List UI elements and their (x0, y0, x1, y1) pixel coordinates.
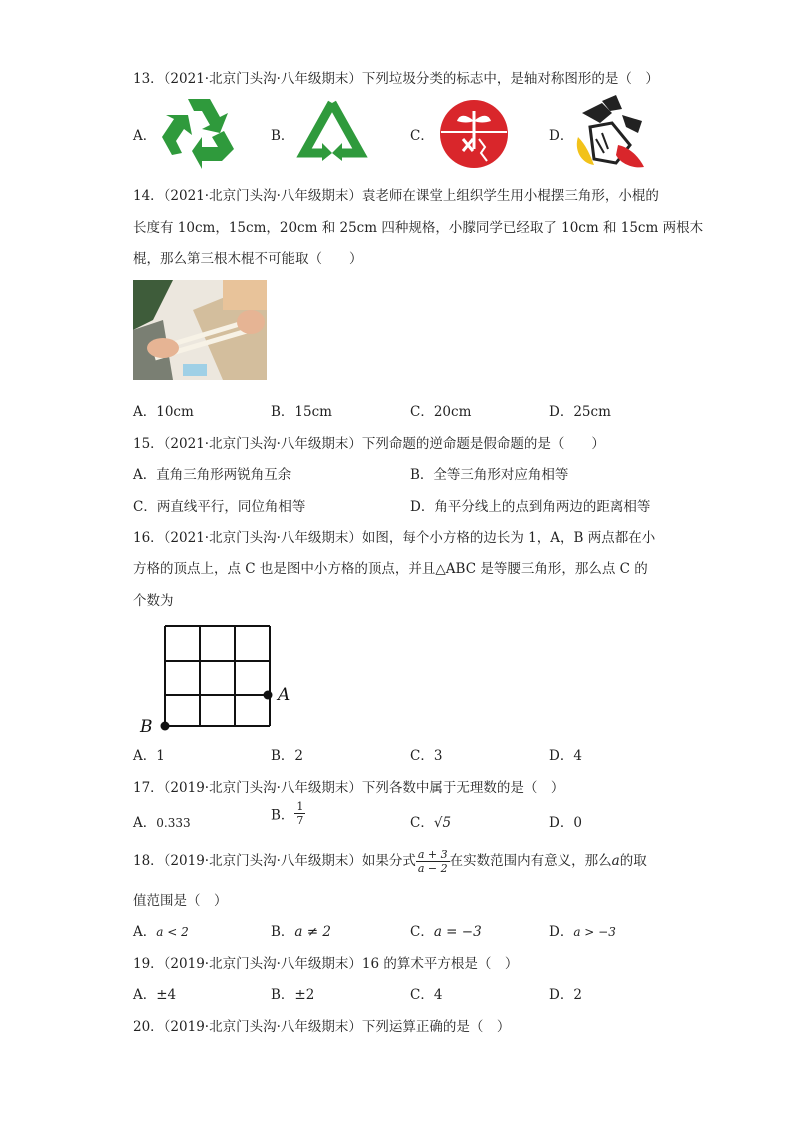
q15-option-a[interactable]: A．直角三角形两锐角互余 (133, 467, 292, 483)
q17-option-d[interactable] (549, 811, 582, 831)
q18-fraction (416, 848, 450, 875)
point-b-label: B (140, 717, 153, 737)
q16-option-b[interactable]: B．2 (271, 748, 304, 764)
point-a-dot (264, 691, 273, 700)
option-label: C． (410, 815, 434, 831)
recycle-triangle-icon (296, 95, 368, 167)
option-label: C． (410, 924, 434, 940)
q18-stem-post: 在实数范围内有意义，那么 (449, 853, 612, 869)
q14-option-c[interactable]: C．20cm (410, 404, 472, 420)
option-label: D． (549, 815, 574, 831)
q16-option-a[interactable]: A．1 (133, 748, 165, 764)
q20-stem: 20．（2019·北京门头沟·八年级期末）下列运算正确的是（ ） (133, 1019, 511, 1035)
option-value: 0 (573, 815, 582, 831)
q19-stem: 19．（2019·北京门头沟·八年级期末）16 的算术平方根是（ ） (133, 956, 519, 972)
q14-option-d[interactable]: D．25cm (549, 404, 611, 420)
q18-option-d[interactable] (549, 920, 616, 940)
option-label: B． (271, 807, 295, 824)
option-value: a > −3 (573, 925, 616, 939)
q14-option-b[interactable]: B．15cm (271, 404, 332, 420)
hazardous-waste-icon (439, 99, 509, 169)
q19-option-b[interactable]: B．±2 (271, 987, 315, 1003)
q19-option-d[interactable]: D．2 (549, 987, 582, 1003)
option-label: A． (133, 924, 157, 940)
q18-stem-line-1 (133, 848, 647, 875)
q16-stem-line-3: 个数为 (133, 593, 174, 609)
option-label: B． (271, 128, 295, 144)
q17-stem: 17．（2019·北京门头沟·八年级期末）下列各数中属于无理数的是（ ） (133, 780, 565, 796)
sticks-photo (133, 280, 267, 380)
q13-stem: 13．（2021·北京门头沟·八年级期末）下列垃圾分类的标志中，是轴对称图形的是（ ） (133, 71, 659, 87)
q13-option-b[interactable] (271, 124, 294, 144)
option-label: D． (549, 924, 574, 940)
q15-stem: 15．（2021·北京门头沟·八年级期末）下列命题的逆命题是假命题的是（ ） (133, 436, 605, 452)
point-b-dot (161, 722, 170, 731)
q14-stem-line-3: 棍，那么第三根木棍不可能取（ ） (133, 251, 363, 267)
q13-option-d[interactable] (549, 124, 573, 144)
q18-option-b[interactable] (271, 920, 331, 940)
q19-option-a[interactable]: A．±4 (133, 987, 177, 1003)
recycle-icon (158, 93, 240, 173)
q17-option-c[interactable] (410, 811, 451, 831)
fraction-denominator: a − 2 (417, 862, 448, 875)
q13-option-a[interactable] (133, 124, 156, 144)
option-label: A． (133, 128, 157, 144)
q18-option-a[interactable] (133, 920, 189, 940)
option-value: a = −3 (433, 924, 482, 940)
option-value: a ≠ 2 (294, 924, 331, 940)
q16-stem-line-2: 方格的顶点上，点 C 也是图中小方格的顶点，并且△ABC 是等腰三角形，那么点 C 的 (133, 561, 648, 577)
grid-figure (136, 618, 306, 738)
q14-option-a[interactable]: A．10cm (133, 404, 194, 420)
option-label: A． (133, 815, 157, 831)
option-label: B． (271, 924, 295, 940)
option-label: D． (549, 128, 574, 144)
option-label: C． (410, 128, 434, 144)
q17-option-b[interactable] (271, 800, 305, 827)
option-value: a < 2 (156, 925, 189, 939)
fraction-denominator: 7 (296, 814, 304, 827)
q16-option-c[interactable]: C．3 (410, 748, 443, 764)
option-value: 0.333 (156, 816, 191, 830)
q15-option-c[interactable]: C．两直线平行，同位角相等 (133, 499, 306, 515)
q14-stem-line-1: 14．（2021·北京门头沟·八年级期末）袁老师在课堂上组织学生用小棍摆三角形，小棍的 (133, 188, 659, 204)
q13-option-c[interactable] (410, 124, 434, 144)
sticks-photo-illustration (133, 280, 267, 380)
q15-option-b[interactable]: B．全等三角形对应角相等 (410, 467, 569, 483)
q19-option-c[interactable]: C．4 (410, 987, 443, 1003)
q18-stem-line-2: 值范围是（ ） (133, 893, 228, 909)
fraction-numerator: a + 3 (417, 848, 448, 861)
q18-option-c[interactable] (410, 920, 482, 940)
option-value: √5 (433, 815, 452, 831)
q14-stem-line-2: 长度有 10cm，15cm，20cm 和 25cm 四种规格，小朦同学已经取了 10cm 和 15cm 两根木 (133, 220, 704, 236)
q16-stem-line-1: 16．（2021·北京门头沟·八年级期末）如图，每个小方格的边长为 1，A，B 两点都在小 (133, 530, 656, 546)
q18-stem-end: 的取 (619, 853, 647, 869)
fraction (294, 800, 305, 827)
q18-stem-pre: 18．（2019·北京门头沟·八年级期末）如果分式 (133, 853, 416, 869)
point-a-label: A (278, 685, 291, 705)
q17-option-a[interactable] (133, 811, 191, 831)
q15-option-d[interactable]: D．角平分线上的点到角两边的距离相等 (410, 499, 651, 515)
q18-variable: a (611, 853, 620, 869)
fraction-numerator: 1 (296, 800, 304, 813)
q16-option-d[interactable]: D．4 (549, 748, 582, 764)
kitchen-waste-icon (572, 93, 648, 173)
